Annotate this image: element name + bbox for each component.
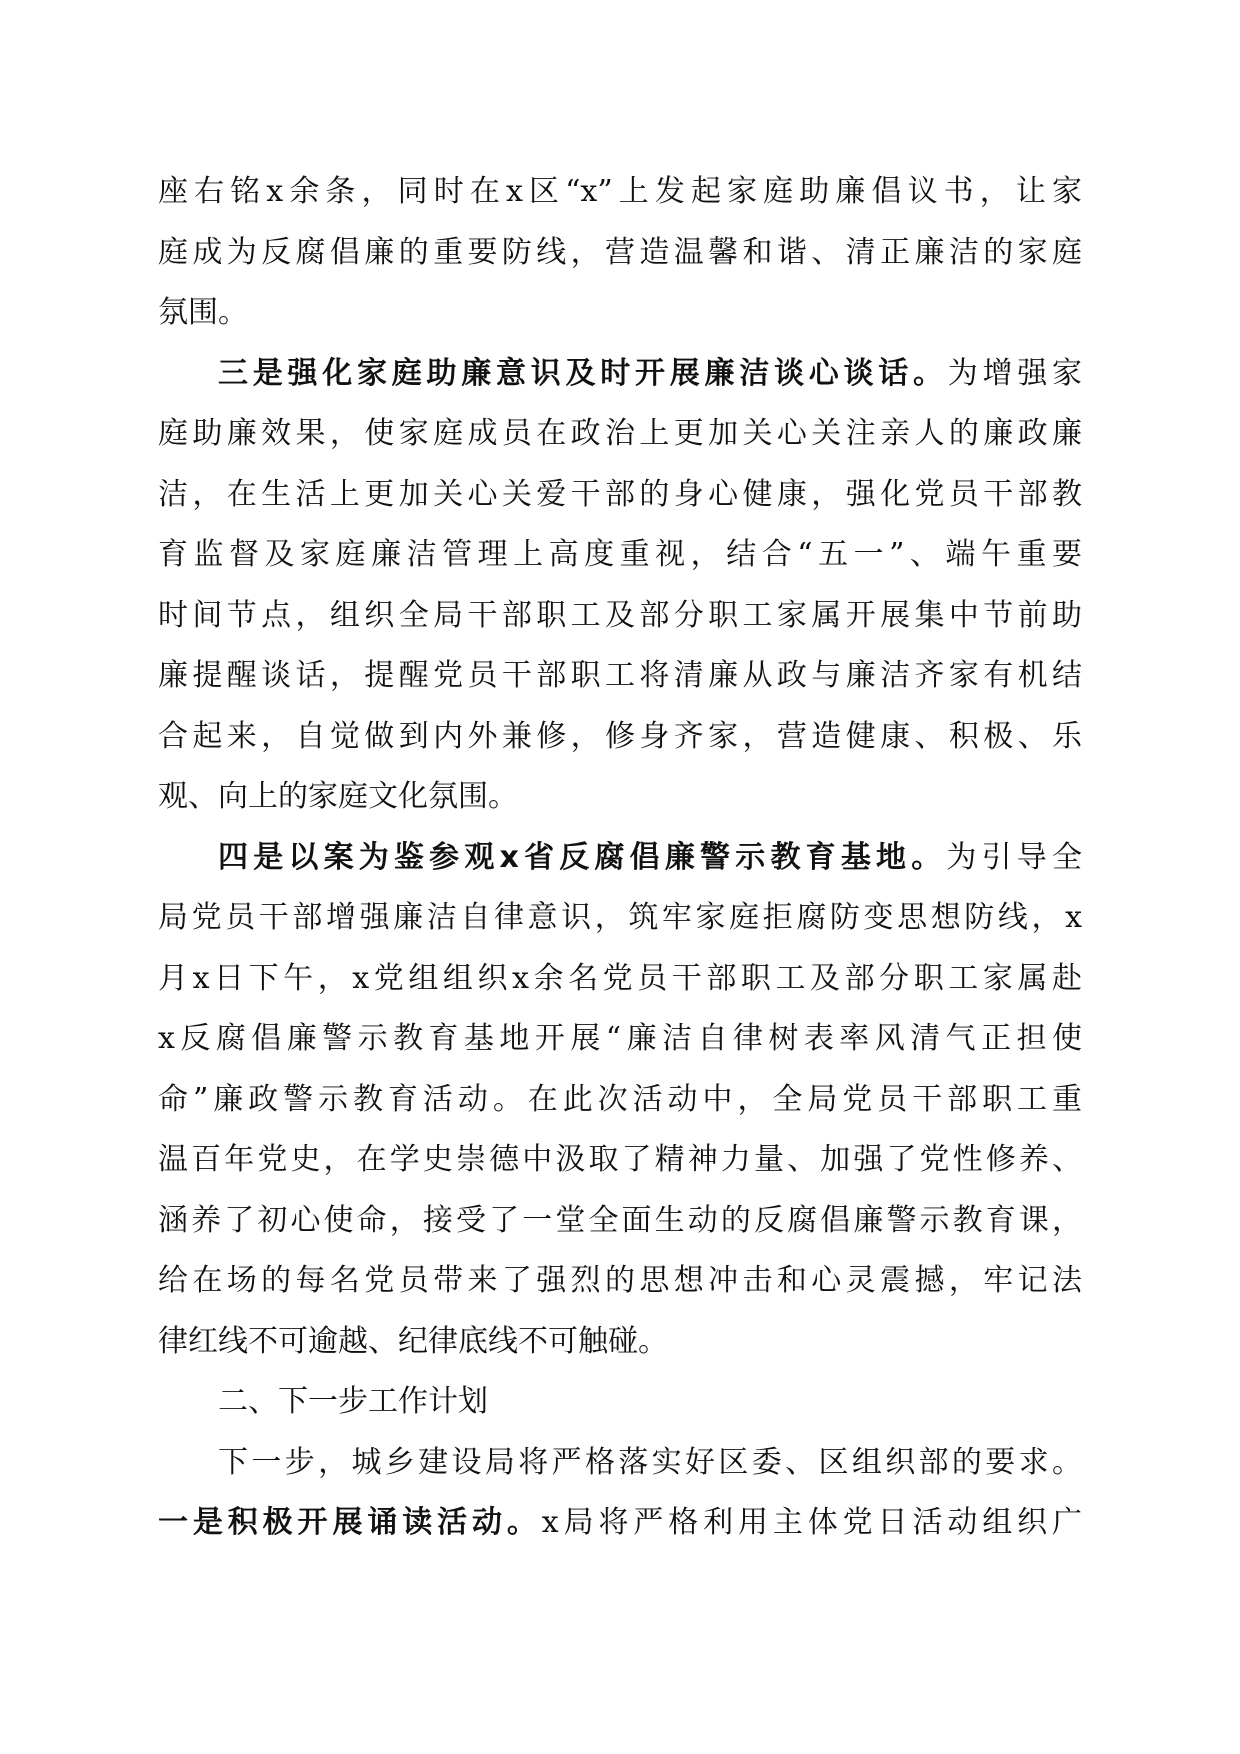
text-line: 局党员干部增强廉洁自律意识，筑牢家庭拒腐防变思想防线，x: [158, 900, 1082, 935]
paragraph-lead: 三是强化家庭助廉意识及时开展廉洁谈心谈话。: [218, 355, 948, 391]
text-line: 氛围。: [158, 295, 248, 330]
paragraph-four: [158, 828, 1082, 1373]
paragraph-text: 为引导全: [946, 839, 1083, 875]
text-line: 廉提醒谈话，提醒党员干部职工将清廉从政与廉洁齐家有机结: [158, 658, 1082, 693]
text-line: 庭成为反腐倡廉的重要防线，营造温馨和谐、清正廉洁的家庭: [158, 234, 1082, 270]
text-line: 温百年党史，在学史崇德中汲取了精神力量、加强了党性修养、: [158, 1142, 1082, 1177]
document-page: [158, 162, 1082, 1554]
section-heading: 二、下一步工作计划: [218, 1384, 488, 1419]
paragraph-text: x局将严格利用主体党日活动组织广: [541, 1505, 1082, 1540]
text-line: 下一步，城乡建设局将严格落实好区委、区组织部的要求。: [218, 1444, 1082, 1480]
text-line: 座右铭x余条，同时在x区“x”上发起家庭助廉倡议书，让家: [158, 174, 1082, 209]
paragraph-continued: [158, 162, 1082, 344]
text-line: [158, 344, 1082, 405]
text-line: 涵养了初心使命，接受了一堂全面生动的反腐倡廉警示教育课，: [158, 1202, 1082, 1238]
text-line: 观、向上的家庭文化氛围。: [158, 779, 518, 814]
paragraph-three: [158, 344, 1082, 828]
paragraph-lead: 四是以案为鉴参观x省反腐倡廉警示教育基地。: [218, 839, 947, 875]
paragraph-lead: 一是积极开展诵读活动。: [158, 1505, 542, 1540]
text-line: 合起来，自觉做到内外兼修，修身齐家，营造健康、积极、乐: [158, 718, 1082, 754]
text-line: 时间节点，组织全局干部职工及部分职工家属开展集中节前助: [158, 597, 1082, 633]
text-line: 庭助廉效果，使家庭成员在政治上更加关心关注亲人的廉政廉: [158, 416, 1082, 451]
text-line: 律红线不可逾越、纪律底线不可触碰。: [158, 1323, 668, 1359]
text-line: 洁，在生活上更加关心关爱干部的身心健康，强化党员干部教: [158, 476, 1082, 512]
text-line: x反腐倡廉警示教育基地开展“廉洁自律树表率风清气正担使: [158, 1021, 1082, 1056]
text-line: [158, 828, 1082, 889]
paragraph-text: 为增强家: [947, 355, 1082, 391]
paragraph-next: [158, 1433, 1082, 1554]
text-line: 月x日下午，x党组组织x余名党员干部职工及部分职工家属赴: [158, 960, 1082, 996]
text-line: [158, 1493, 1082, 1554]
text-line: 给在场的每名党员带来了强烈的思想冲击和心灵震撼，牢记法: [158, 1263, 1082, 1298]
text-line: 育监督及家庭廉洁管理上高度重视，结合“五一”、端午重要: [158, 537, 1082, 572]
text-line: 命”廉政警示教育活动。在此次活动中，全局党员干部职工重: [158, 1081, 1082, 1117]
